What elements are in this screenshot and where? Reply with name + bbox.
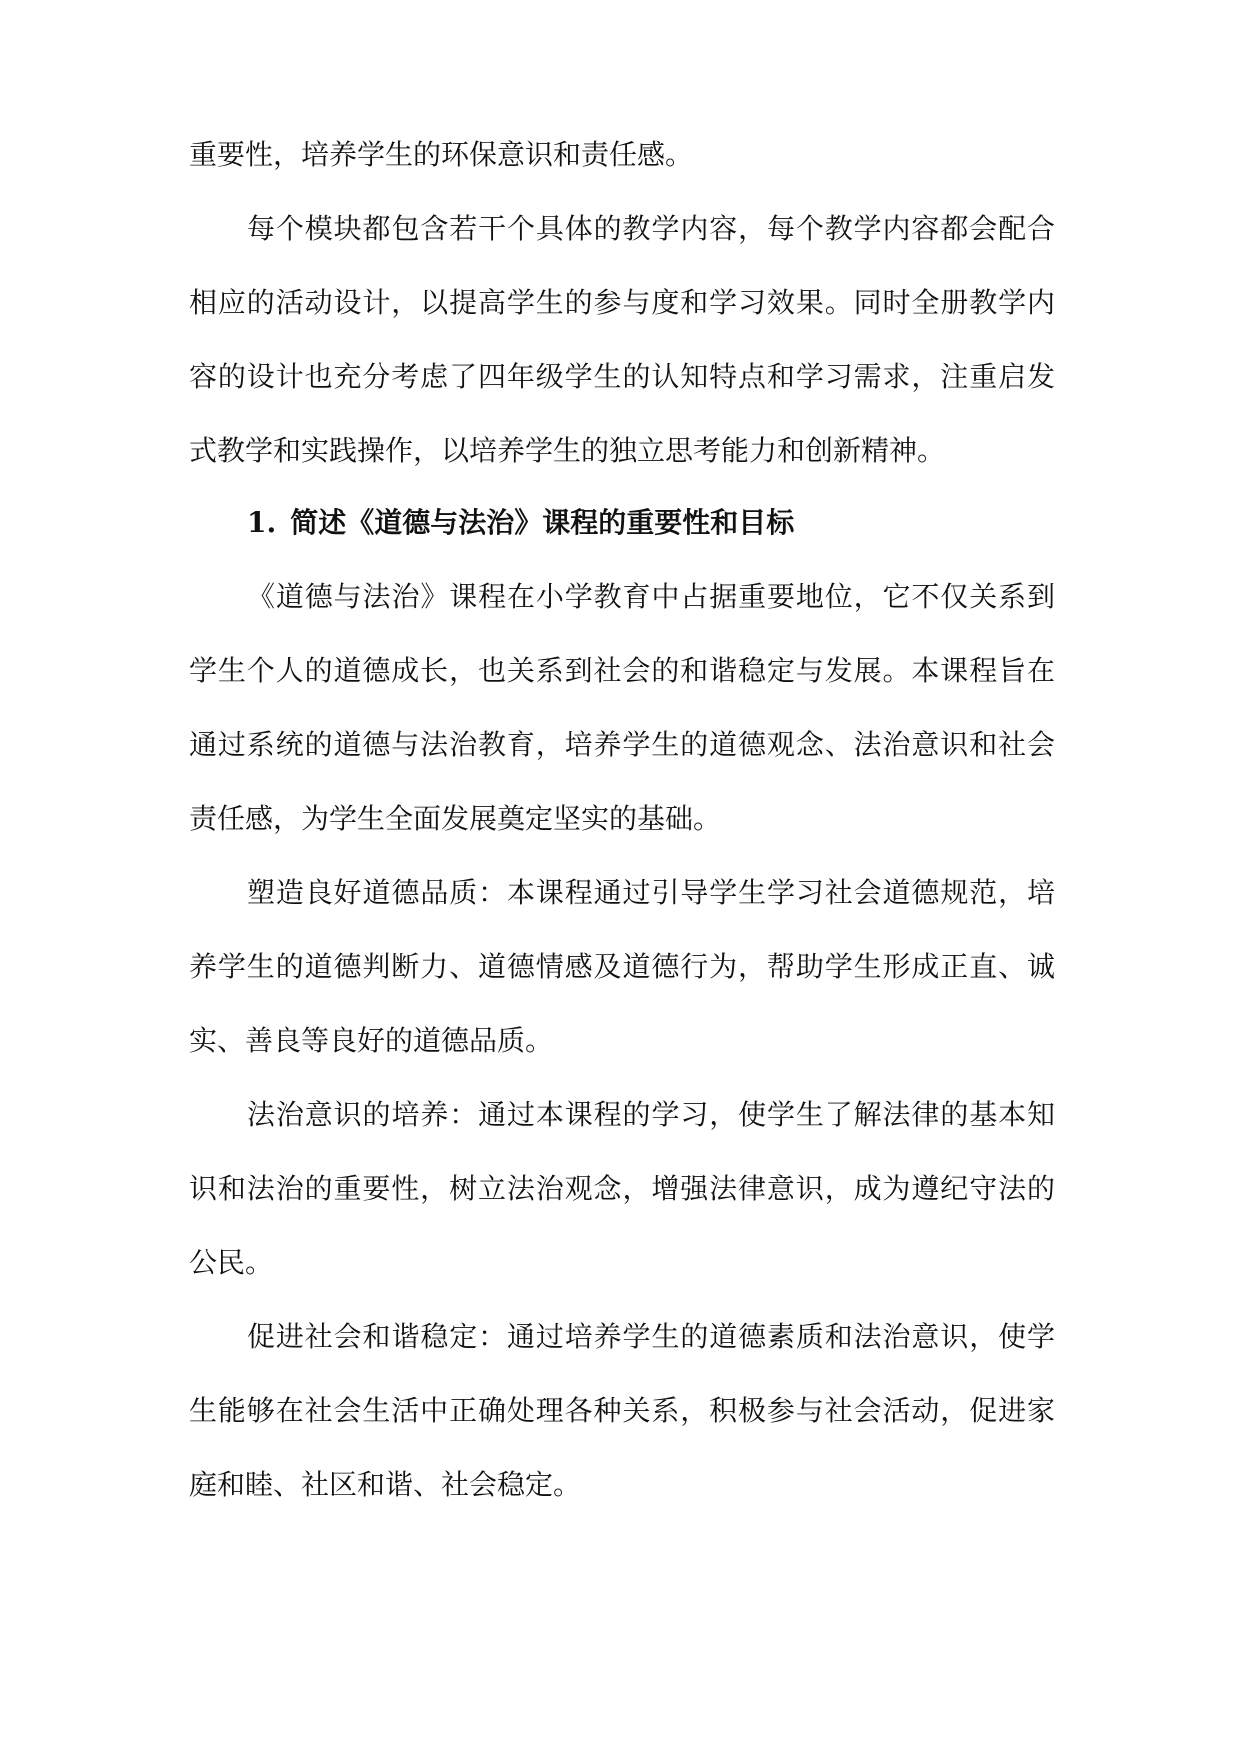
paragraph-moral-quality: 塑造良好道德品质：本课程通过引导学生学习社会道德规范，培养学生的道德判断力、道德情感及道德行为，帮助学生形成正直、诚实、善良等良好的道德品质。	[189, 876, 1055, 1057]
section-heading-number: 1.	[247, 506, 277, 539]
section-heading	[247, 486, 1055, 560]
paragraph-legal-awareness: 法治意识的培养：通过本课程的学习，使学生了解法律的基本知识和法治的重要性，树立法治观念，增强法律意识，成为遵纪守法的公民。	[189, 1098, 1055, 1279]
paragraph-modules: 每个模块都包含若干个具体的教学内容，每个教学内容都会配合相应的活动设计，以提高学生的参与度和学习效果。同时全册教学内容的设计也充分考虑了四年级学生的认知特点和学习需求，注重启发式教学和实践操作，以培养学生的独立思考能力和创新精神。	[189, 212, 1055, 467]
paragraph-social-harmony: 促进社会和谐稳定：通过培养学生的道德素质和法治意识，使学生能够在社会生活中正确处理各种关系，积极参与社会活动，促进家庭和睦、社区和谐、社会稳定。	[189, 1320, 1055, 1501]
section-heading-text: 简述《道德与法治》课程的重要性和目标	[290, 506, 795, 539]
paragraph-importance: 《道德与法治》课程在小学教育中占据重要地位，它不仅关系到学生个人的道德成长，也关系到社会的和谐稳定与发展。本课程旨在通过系统的道德与法治教育，培养学生的道德观念、法治意识和社会责任感，为学生全面发展奠定坚实的基础。	[189, 580, 1055, 835]
paragraph-continuation: 重要性，培养学生的环保意识和责任感。	[189, 138, 694, 171]
